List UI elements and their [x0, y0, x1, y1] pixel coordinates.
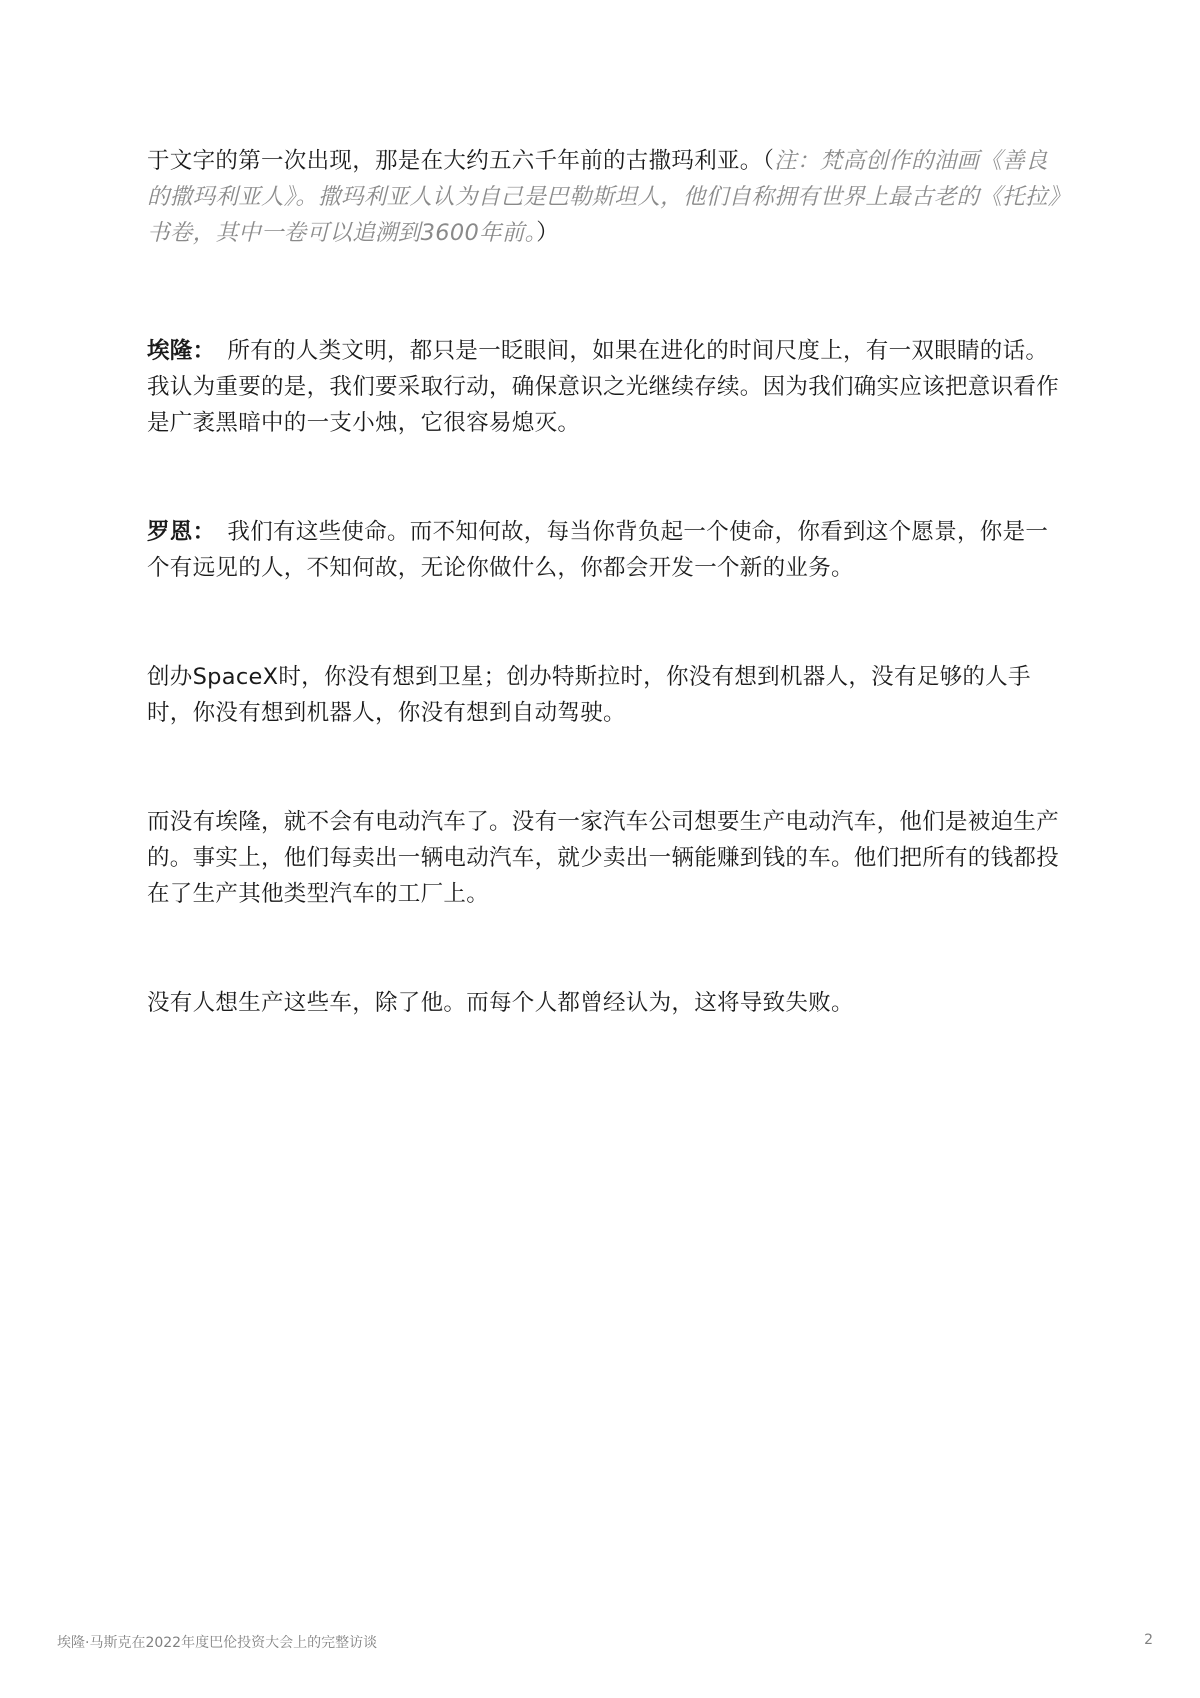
paragraph-spacex [147, 659, 1067, 731]
paragraph-elon-civilization [147, 333, 1067, 441]
footer-document-title: 埃隆·马斯克在2022年度巴伦投资大会上的完整访谈 [57, 1635, 378, 1651]
paragraph-electric-cars [147, 804, 1067, 912]
speaker-label: 埃隆： [147, 338, 216, 364]
editor-note: 注：梵高创作的油画《善良的撒玛利亚人》。撒玛利亚人认为自己是巴勒斯坦人，他们自称拥有世界上最古老的《托拉》书卷，其中一卷可以追溯到3600年前。 [147, 148, 1060, 246]
paragraph-text: 没有人想生产这些车，除了他。而每个人都曾经认为，这将导致失败。 [147, 990, 854, 1016]
paragraph-text: 于文字的第一次出现，那是在大约五六千年前的古撒玛利亚。（ [147, 148, 775, 174]
speaker-label: 罗恩： [147, 519, 216, 545]
paragraph-samaria [147, 143, 1067, 251]
page-body [147, 143, 1067, 1094]
note-close-paren: ） [536, 220, 560, 246]
paragraph-text: 所有的人类文明，都只是一眨眼间，如果在进化的时间尺度上，有一双眼睛的话。我认为重要的是，我们要采取行动，确保意识之光继续存续。因为我们确实应该把意识看作是广袤黑暗中的一支小烛，它很容易熄灭。 [147, 338, 1060, 436]
paragraph-text: 而没有埃隆，就不会有电动汽车了。没有一家汽车公司想要生产电动汽车，他们是被迫生产的。事实上，他们每卖出一辆电动汽车，就少卖出一辆能赚到钱的车。他们把所有的钱都投在了生产其他类型汽车的工厂上。 [147, 809, 1060, 907]
paragraph-failure [147, 985, 1067, 1021]
paragraph-ron-mission [147, 514, 1067, 586]
paragraph-text: 我们有这些使命。而不知何故，每当你背负起一个使命，你看到这个愿景，你是一个有远见的人，不知何故，无论你做什么，你都会开发一个新的业务。 [147, 519, 1049, 581]
footer-page-number: 2 [1144, 1632, 1153, 1648]
paragraph-text: 创办SpaceX时，你没有想到卫星；创办特斯拉时，你没有想到机器人，没有足够的人手时，你没有想到机器人，你没有想到自动驾驶。 [147, 664, 1031, 726]
